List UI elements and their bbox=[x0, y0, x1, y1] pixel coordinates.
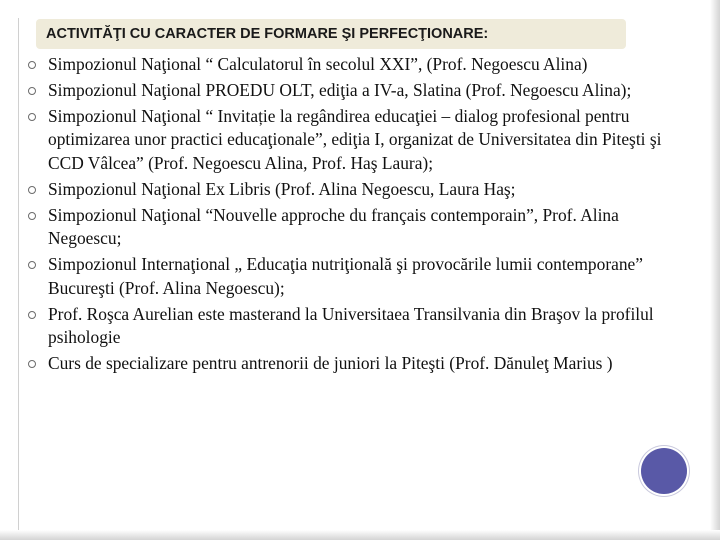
list-item-text: Prof. Roşca Aurelian este masterand la Universitaea Transilvania din Braşov la profilul psihologie bbox=[48, 303, 654, 348]
list-item bbox=[26, 53, 686, 76]
list-item-text: Simpozionul Naţional PROEDU OLT, ediţia a IV-a, Slatina (Prof. Negoescu Alina); bbox=[48, 80, 632, 100]
activity-list bbox=[26, 53, 686, 378]
bottom-edge-shadow bbox=[0, 530, 720, 540]
list-item-text: Curs de specializare pentru antrenorii de juniori la Piteşti (Prof. Dănuleţ Marius ) bbox=[48, 353, 613, 374]
list-item-text: Simpozionul Internaţional „ Educaţia nutriţională şi provocările lumii contemporane” Bucureşti (Prof. Alina Negoescu); bbox=[48, 254, 643, 298]
list-item bbox=[26, 178, 686, 201]
list-item bbox=[26, 79, 686, 102]
list-item bbox=[26, 253, 686, 300]
bullet-icon bbox=[28, 113, 36, 121]
bullet-icon bbox=[28, 61, 36, 69]
list-item bbox=[26, 105, 686, 175]
right-edge-shadow bbox=[710, 0, 720, 540]
title-banner bbox=[36, 19, 626, 49]
list-item-text: Simpozionul Naţional “ Invitație la regândirea educaţiei – dialog profesional pentru optimizarea unor practici educaţionale”, ediţia I, organizat de Universitatea din Piteşti şi CCD Vâlcea” (Prof. Negoescu Alina, Prof. Haş Laura); bbox=[48, 106, 662, 173]
decorative-circle bbox=[641, 448, 687, 494]
slide-title: ACTIVITĂŢI CU CARACTER DE FORMARE ŞI PERFECŢIONARE: bbox=[46, 26, 489, 42]
list-item-text: Simpozionul Naţional Ex Libris (Prof. Alina Negoescu, Laura Haş; bbox=[48, 178, 516, 199]
bullet-icon bbox=[28, 87, 36, 95]
bullet-icon bbox=[28, 212, 36, 220]
list-item bbox=[26, 204, 686, 251]
left-rule bbox=[18, 18, 19, 538]
list-item bbox=[26, 303, 686, 350]
bullet-icon bbox=[28, 186, 36, 194]
bullet-icon bbox=[28, 261, 36, 269]
list-item bbox=[26, 352, 686, 375]
bullet-icon bbox=[28, 311, 36, 319]
bullet-icon bbox=[28, 360, 36, 368]
list-item-text: Simpozionul Naţional “Nouvelle approche du français contemporain”, Prof. Alina Negoescu; bbox=[48, 204, 619, 249]
list-item-text: Simpozionul Naţional “ Calculatorul în secolul XXI”, (Prof. Negoescu Alina) bbox=[48, 54, 588, 74]
